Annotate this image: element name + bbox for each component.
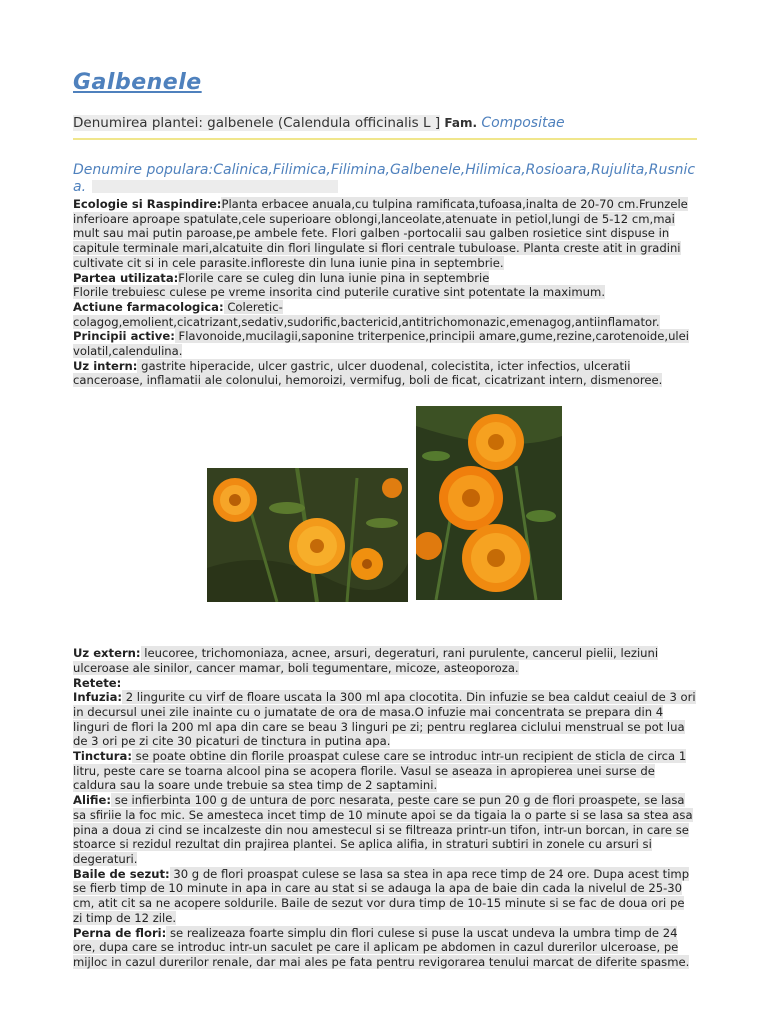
section-text: 30 g de flori proaspat culese se lasa sa stea in apa rece timp de 24 ore. Dupa acest timp se fierb timp de 10 minute in apa in care au stat si se adauga la apa de baie din cada la nivelul de 25-30 cm, atit cit sa ne acopere soldurile. Baile de sezut vor dura timp de 10-15 minute si se fac de doua ori pe zi timp de 12 zile. [73,866,690,925]
section-paragraph [73,359,697,388]
section-paragraph [73,285,697,300]
section-paragraph [73,690,697,749]
calendula-blossoms-photo [416,406,562,600]
page-title: Galbenele [73,70,202,95]
popular-names-text: Denumire populara:Calinica,Filimica,Filimina,Galbenele,Hilimica,Rosioara,Rujulita,Rusnica. [73,162,696,195]
section-text: gastrite hiperacide, ulcer gastric, ulcer duodenal, colecistita, icter infectios, ulceratii canceroase, inflamatii ale colonului, hemoroizi, vermifug, boli de ficat, cicatrizant intern, dismenoree. [73,358,663,388]
section-text: leucoree, trichomoniaza, acnee, arsuri, degeraturi, rani purulente, cancerul pielii, leziuni ulceroase ale sinilor, cancer mamar, boli tegumentare, micoze, asteoporoza. [73,646,659,675]
section-paragraph [73,197,697,271]
section-label: Actiune farmacologica: [73,299,224,314]
section-text: Planta erbacee anuala,cu tulpina ramificata,tufoasa,inalta de 20-70 cm.Frunzele inferioare aproape spatulate,cele superioare oblongi,lanceolate,atenuate in petiol,lungi de 5-12 cm,mai mult sau mai putin paroase,pe ambele fete. Flori galben -portocalii sau galben rosietice sint dispuse in capitule terminale mari,alcatuite din flori lingulate si flori centrale tubuloase. Planta creste atit in gradini cultivate cit si in cele parasite.infloreste din luna iunie pina in septembrie. [73,197,688,270]
section-label: Principii active: [73,329,175,344]
section-text: se infierbinta 100 g de untura de porc nesarata, peste care se pun 20 g de flori proaspete, se lasa sa sfiriie la foc mic. Se amesteca incet timp de 10 minute apoi se da tigaia la o parte si se lasa sa stea asa pina a doua zi cind se incalzeste din nou amestecul si se filtreaza printr-un tifon, intr-un borcan, in care se stoarce si rezidul rezultat din prajirea plantei. Se aplica alifia, in straturi subtiri in zonele cu arsuri si degeraturi. [73,793,693,866]
bottom-sections [73,646,697,969]
document-page [73,70,697,970]
section-paragraph [73,749,697,793]
section-label: Alifie: [73,793,112,808]
section-text: Florile trebuiesc culese pe vreme insorita cind puterile curative sint potentate la maximum. [73,285,606,300]
section-label: Retete: [73,675,122,690]
plant-name-line [73,115,697,140]
section-paragraph [73,867,697,926]
highlight-strip [92,180,338,193]
section-paragraph [73,793,697,867]
image-group [73,406,697,624]
family-name: Compositae [481,115,565,131]
section-text: Flavonoide,mucilagii,saponine triterpenice,principii amare,gume,rezine,carotenoide,ulei volatil,calendulina. [73,329,690,359]
section-text: 2 lingurite cu virf de floare uscata la 300 ml apa clocotita. Din infuzie se bea caldut ceaiul de 3 ori in decursul unei zile inainte cu o jumatate de ora de masa.O infuzie mai concentrata se prepara din 4 linguri de flori la 200 ml apa din care se beau 3 linguri pe zi; pentru reglarea ciclului menstrual se pot lua de 3 ori pe zi cite 30 picaturi de tinctura in putina apa. [73,690,696,749]
section-label: Infuzia: [73,690,123,705]
section-paragraph [73,926,697,970]
section-label: Ecologie si Raspindire: [73,197,222,211]
section-label: Partea utilizata: [73,270,179,285]
section-text: se poate obtine din florile proaspat culese care se introduc intr-un recipient de sticla de circa 1 litru, peste care se toarna alcool pina se acopera florile. Vasul se aseaza in apropierea unei surse de caldura sau la soare unde trebuie sa stea timp de 2 saptamini. [73,749,687,793]
family-label: Fam. [444,116,478,130]
section-paragraph [73,329,697,358]
plant-name-text: Denumirea plantei: galbenele (Calendula officinalis L ] [73,115,441,131]
popular-names [73,162,697,195]
section-label: Perna de flori: [73,925,167,940]
section-paragraph [73,271,697,286]
section-label: Uz intern: [73,358,138,373]
section-paragraph [73,300,697,329]
section-label: Baile de sezut: [73,866,170,881]
section-text: Coleretic-colagog,emolient,cicatrizant,sedativ,sudorific,bactericid,antitrichomonazic,emenagog,antiinflamator. [73,299,660,329]
calendula-flowers-photo [207,468,408,602]
section-paragraph [73,676,697,691]
section-text: Florile care se culeg din luna iunie pina in septembrie [178,270,490,285]
section-paragraph [73,646,697,675]
section-text: se realizeaza foarte simplu din flori culese si puse la uscat undeva la umbra timp de 24 ore, dupa care se introduc intr-un saculet pe care il aplicam pe abdomen in cazul durerilor ulceroase, pe mijloc in cazul durerilor renale, dar mai ales pe fata pentru revigorarea tenului marcat de diferite spasme. [73,925,690,969]
section-label: Uz extern: [73,646,141,661]
top-sections [73,197,697,388]
section-label: Tinctura: [73,749,132,764]
